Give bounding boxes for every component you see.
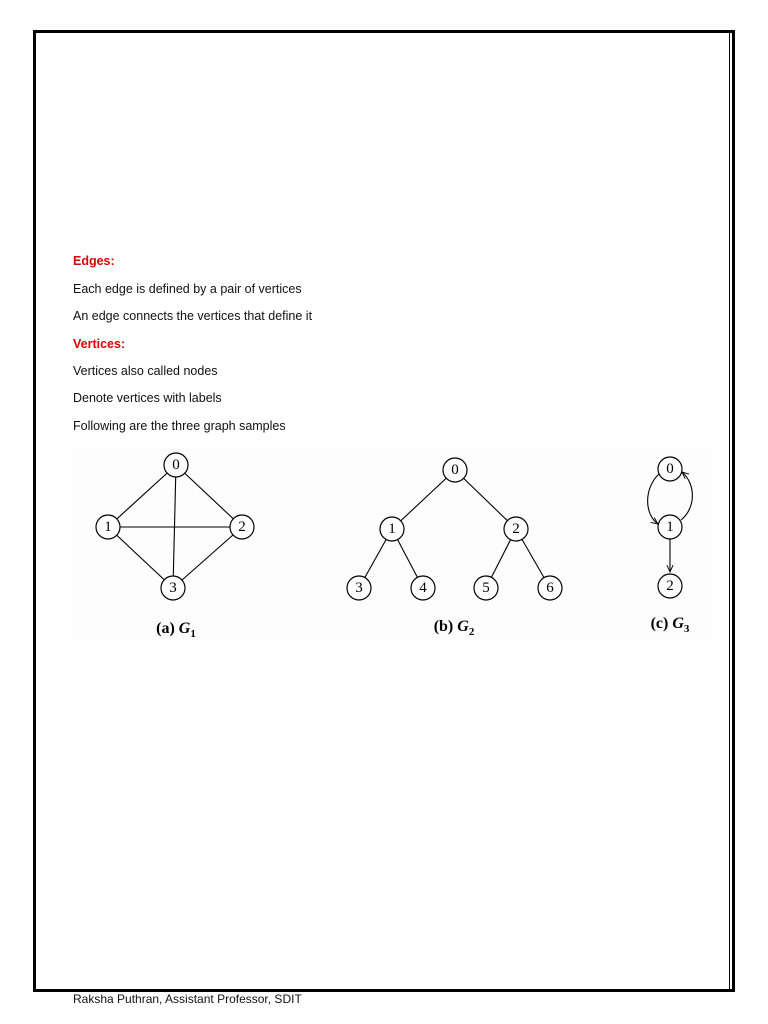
edges-heading: Edges: [73,254,115,268]
graph-samples-figure [72,448,712,640]
g3-caption [651,615,690,635]
g3-node-0-label: 0 [666,461,674,477]
g1-node-2 [230,515,254,539]
g2-node-6 [538,576,562,600]
g3-node-0 [658,457,682,481]
g1-node-1-label: 1 [104,519,112,535]
edges-line-1: Each edge is defined by a pair of vertices [73,282,302,296]
g3-node-2-label: 2 [666,578,674,594]
g1-caption-subscript: 1 [190,628,196,640]
page-footer: Raksha Puthran, Assistant Professor, SDIT [73,992,302,1006]
g2-node-1-label: 1 [388,521,396,537]
g3-caption-text: (c) G [650,615,684,632]
graph-g2 [347,458,562,638]
vertices-line-2: Denote vertices with labels [73,391,222,405]
g1-node-2-label: 2 [238,519,246,535]
g1-node-0 [164,453,188,477]
edge-g3-0-1 [648,474,659,524]
g2-node-3-label: 3 [355,580,363,596]
g2-node-0 [443,458,467,482]
g2-node-4 [411,576,435,600]
edge-g3-1-0 [681,472,692,520]
g3-node-2 [658,574,682,598]
g1-caption-text: (a) G [156,620,191,637]
g2-node-0-label: 0 [451,462,459,478]
edges-line-2: An edge connects the vertices that define it [73,309,313,323]
g1-node-0-label: 0 [172,457,180,473]
samples-line: Following are the three graph samples [73,419,286,433]
vertices-heading: Vertices: [73,337,126,351]
g2-caption-subscript: 2 [468,626,475,638]
g2-node-1 [380,517,404,541]
g1-node-1 [96,515,120,539]
graph-samples-svg [72,448,712,640]
graph-g1 [96,453,254,640]
g2-node-5-label: 5 [482,580,490,596]
g1-caption [156,620,196,640]
g1-node-3-label: 3 [169,580,177,596]
g2-node-6-label: 6 [546,580,554,596]
edge-g1-1-3 [108,527,173,588]
g1-node-3 [161,576,185,600]
g2-node-5 [474,576,498,600]
edge-g2-0-1 [392,470,455,529]
g2-caption-text: (b) G [433,618,469,635]
g2-node-3 [347,576,371,600]
g3-node-1-label: 1 [666,519,674,535]
g2-node-2 [504,517,528,541]
g3-node-1 [658,515,682,539]
vertices-line-1: Vertices also called nodes [73,364,218,378]
g3-caption-subscript: 3 [683,623,690,635]
g2-node-2-label: 2 [512,521,520,537]
edge-g2-0-2 [455,470,516,529]
edge-g1-2-3 [173,527,242,588]
g2-caption [434,618,475,638]
edge-g1-0-2 [176,465,242,527]
graph-g3 [648,457,693,635]
edge-g1-0-1 [108,465,176,527]
g2-node-4-label: 4 [419,580,427,596]
